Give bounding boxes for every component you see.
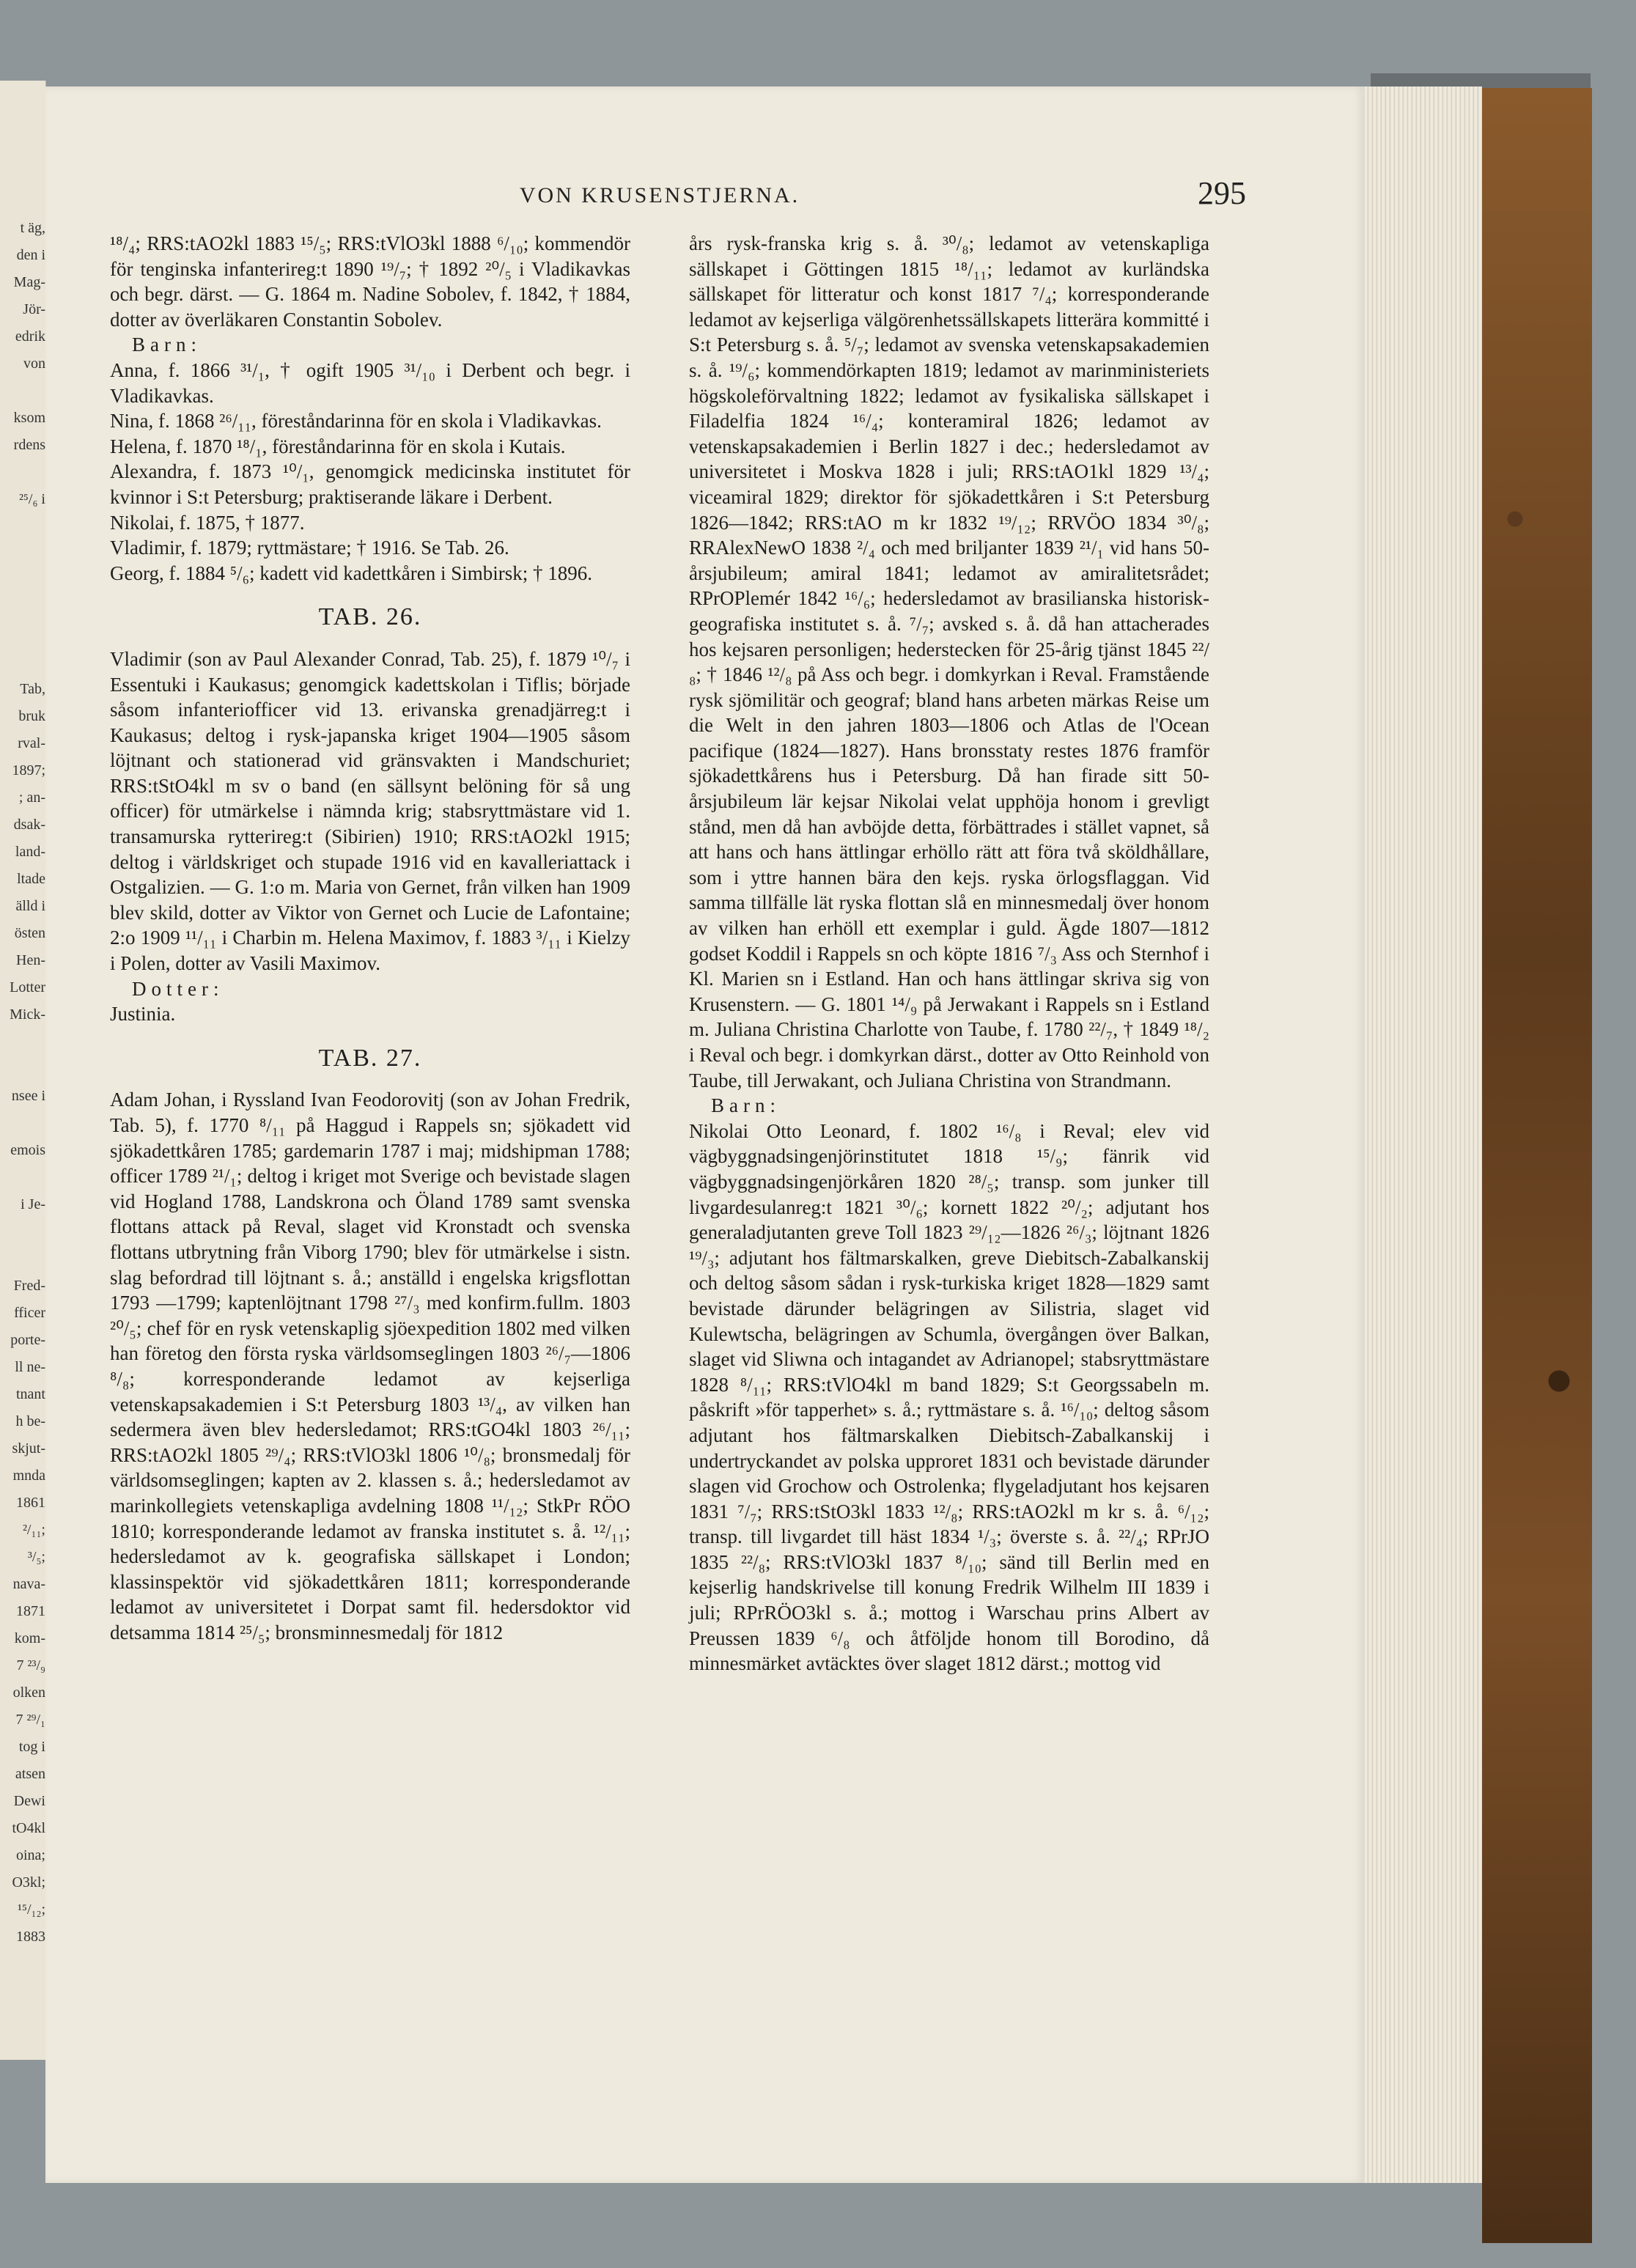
paragraph: Nikolai Otto Leonard, f. 1802 ¹⁶/₈ i Reval; elev vid vägbyggnadsingenjörinstitutet 1818 ¹⁵/₉; fänrik vid vägbyggnadsingenjörkåren 1820 ²⁸/₅; transp. som junker till livgardesulanreg:t 1821 ³⁰/₆; kornett 1822 ²⁰/₂; adjutant hos generaladjutanten greve Toll 1823 ²⁹/₁₂—1826 ²⁶/₃; löjtnant 1826 ¹⁹/₃; adjutant hos fältmarskalken, greve Diebitsch-Zabalkanskij och deltog såsom sådan i rysk-turkiska kriget 1828—1829 samt bevistade därunder belägringen av Silistria, slaget vid Kulewtscha, belägringen av Schumla, övergången över Balkan, slaget vid Sliwna och intagandet av Adrianopel; stabsryttmästare 1828 ⁸/₁₁; RRS:tVlO4kl m band 1829; S:t Georgssabeln m. påskrift »för tapperhet» s. å.; ryttmästare s. å. ¹⁶/₁₀; deltog såsom adjutant hos fältmarskalken Diebitsch-Zabalkanskij i undertryckandet av polska upproret 1831 och bevistade därunder slagen vid Grochow och Ostrolenka; flygeladjutant hos kejsaren 1831 ⁷/₇; RRS:tStO3kl 1833 ¹²/₈; RRS:tAO2kl m kr s. å. ⁶/₁₂; transp. till livgardet till häst 1834 ¹/₃; överste s. å. ²²/₄; RPrJO 1835 ²²/₈; RRS:tVlO3kl 1837 ⁸/₁₀; sänd till Berlin med en kejserlig handskrivelse till konung Fredrik Wilhelm III 1839 i juli; RPrRÖO3kl s. å.; mottog i Warschau prins Albert av Preussen 1839 ⁶/₈ och åtföljde honom till Borodino, då minnesmärket avtäcktes över slaget 1812 därst.; mottog vid bbox=[689, 1119, 1209, 1675]
margin-fragment: porte- bbox=[10, 1332, 45, 1348]
paragraph: Vladimir (son av Paul Alexander Conrad, Tab. 25), f. 1879 ¹⁰/₇ i Essentuki i Kaukasus; genomgick kadettskolan i Tiflis; började såsom infanteriofficer vid 13. erivanska grenadjärreg:t i Kaukasus; deltog i rysk-japanska kriget 1904—1905 såsom löjtnant och stationerad vid gränsvakten i Mandschuriet; RRS:tStO4kl m sv o band (en sällsynt belöning för så ung officer) för utmärkelse i nämnda krig; stabsryttmästare vid 1. transamurska rytterireg:t (Sibirien) 1910; RRS:tAO2kl 1915; deltog i världskriget och stupade 1916 vid en kavalleriattack i Ostgalizien. — G. 1:o m. Maria von Gernet, från vilken han 1909 blev skild, dotter av Viktor von Gernet och Lucie de Lafontaine; 2:o 1909 ¹¹/₁₁ i Charbin m. Helena Maximov, f. 1883 ³/₁₁ i Kielzy i Polen, dotter av Vasili Maximov. bbox=[110, 647, 630, 975]
margin-fragment: Hen- bbox=[16, 952, 45, 968]
margin-fragment: tog i bbox=[18, 1739, 45, 1755]
margin-fragment: tO4kl bbox=[12, 1820, 45, 1836]
margin-fragment: 1871 bbox=[16, 1603, 45, 1619]
paragraph: Anna, f. 1866 ³¹/₁, † ogift 1905 ³¹/₁₀ i Derbent och begr. i Vladikavkas. bbox=[110, 358, 630, 407]
margin-fragment: atsen bbox=[15, 1766, 45, 1782]
page-number: 295 bbox=[1198, 175, 1246, 211]
margin-fragment: ²/₁₁; bbox=[22, 1522, 45, 1538]
margin-fragment: ³/₅; bbox=[27, 1549, 45, 1565]
margin-fragment: 7 ²⁹/₁ bbox=[15, 1712, 45, 1728]
margin-fragment: tnant bbox=[16, 1386, 45, 1402]
margin-fragment: 7 ²³/₉ bbox=[16, 1657, 45, 1674]
margin-fragment: ll ne- bbox=[15, 1359, 45, 1375]
margin-fragment: ksom bbox=[13, 410, 45, 426]
margin-fragment: Jör- bbox=[23, 301, 45, 317]
margin-fragment: edrik bbox=[15, 328, 45, 345]
margin-fragment: oina; bbox=[16, 1847, 45, 1863]
section-label: Barn: bbox=[132, 334, 202, 356]
book-cover-marbled bbox=[1482, 88, 1592, 2243]
margin-fragment: t äg, bbox=[20, 220, 45, 236]
margin-fragment: O3kl; bbox=[12, 1874, 45, 1890]
margin-fragment: 1861 bbox=[16, 1495, 45, 1511]
margin-fragment: h be- bbox=[15, 1413, 45, 1429]
paragraph: Vladimir, f. 1879; ryttmästare; † 1916. Se Tab. 26. bbox=[110, 537, 509, 559]
paragraph: Justinia. bbox=[110, 1003, 176, 1026]
margin-fragment: Dewi bbox=[13, 1793, 45, 1809]
margin-fragment: land- bbox=[15, 844, 45, 860]
margin-fragment: ¹⁵/₁₂; bbox=[17, 1901, 45, 1918]
margin-fragment: Lotter bbox=[10, 979, 45, 995]
margin-fragment: Mag- bbox=[13, 274, 45, 290]
right-column bbox=[689, 231, 1209, 1676]
margin-fragment: nava- bbox=[12, 1576, 45, 1592]
margin-fragment: skjut- bbox=[12, 1440, 45, 1457]
margin-fragment: Mick- bbox=[10, 1006, 45, 1023]
margin-fragment: rval- bbox=[18, 735, 45, 751]
margin-fragment: kom- bbox=[14, 1630, 45, 1646]
paragraph: Nikolai, f. 1875, † 1877. bbox=[110, 511, 305, 534]
margin-fragment: mnda bbox=[12, 1468, 45, 1484]
paragraph: ¹⁸/₄; RRS:tAO2kl 1883 ¹⁵/₅; RRS:tVlO3kl 1888 ⁶/₁₀; kommendör för tenginska infanterireg:t 1890 ¹⁹/₇; † 1892 ²⁰/₅ i Vladikavkas och begr. därst. — G. 1864 m. Nadine Sobolev, f. 1842, † 1884, dotter av överläkaren Constantin Sobolev. bbox=[110, 232, 630, 331]
margin-fragment: Tab, bbox=[20, 681, 45, 697]
margin-fragment: nsee i bbox=[11, 1088, 45, 1104]
margin-fragment: olken bbox=[12, 1685, 45, 1701]
paragraph: Helena, f. 1870 ¹⁸/₁, föreståndarinna för en skola i Kutais. bbox=[110, 435, 566, 457]
paragraph: Nina, f. 1868 ²⁶/₁₁, föreståndarinna för en skola i Vladikavkas. bbox=[110, 410, 602, 432]
margin-fragment: älld i bbox=[15, 898, 45, 914]
margin-fragment: östen bbox=[14, 925, 45, 941]
margin-fragment: 1897; bbox=[12, 762, 45, 778]
paragraph: Adam Johan, i Ryssland Ivan Feodorovitj (son av Johan Fredrik, Tab. 5), f. 1770 ⁸/₁₁ på Haggud i Rappels sn; sjökadett vid sjökadettkåren 1785; gardemarin 1787 i maj; midshipman 1788; officer 1789 ²¹/₁; deltog i kriget mot Sverige och bevistade slagen vid Hogland 1788, Landskrona och Öland 1789 samt svenska flottans attack på Reval, slaget vid Kronstadt och svenska flottans utbrytning från Viborg 1790; blev för utmärkelse i sistn. slag befordrad till löjtnant s. å.; anställd i engelska krigsflottan 1793 —1799; kaptenlöjtnant 1798 ²⁷/₃ med konfirm.fullm. 1803 ²⁰/₅; chef för en rysk vetenskaplig sjöexpedition 1802 med vilken han företog den första ryska världsomseglingen 1803 ²⁶/₇—1806 ⁸/₈; korresponderande ledamot av kejserliga vetenskapsakademien i S:t Petersburg 1803 ¹³/₄, av vilken han sedermera även blev hedersledamot; RRS:tGO4kl 1803 ²⁶/₁₁; RRS:tAO2kl 1805 ²⁹/₄; RRS:tVlO3kl 1806 ¹⁰/₈; bronsmedalj för världsomseglingen; kapten av 2. klassen s. å.; hedersledamot av marinkollegiets vetenskapliga avdelning 1808 ¹¹/₁₂; StkPr RÖO 1810; korresponderande ledamot av franska institutet s. å. ¹²/₁₁; hedersledamot av k. geografiska sällskapet i London; klassinspektör vid sjökadettkåren 1811; korresponderande ledamot av universitetet i Dorpat samt fil. hedersdoktor vid detsamma 1814 ²⁵/₅; bronsminnesmedalj för 1812 bbox=[110, 1089, 630, 1643]
margin-fragment: ltade bbox=[17, 871, 45, 887]
margin-fragment: dsak- bbox=[13, 817, 45, 833]
margin-fragment: ²⁵/₆ i bbox=[18, 491, 45, 507]
margin-fragment: fficer bbox=[14, 1305, 45, 1321]
margin-fragment: von bbox=[23, 356, 45, 372]
page-edges bbox=[1365, 86, 1482, 2183]
paragraph: Georg, f. 1884 ⁵/₆; kadett vid kadettkåren i Simbirsk; † 1896. bbox=[110, 562, 592, 584]
margin-fragment: i Je- bbox=[21, 1196, 45, 1212]
table-heading: TAB. 26. bbox=[318, 603, 422, 631]
previous-page-margin bbox=[0, 81, 46, 2060]
margin-fragment: den i bbox=[16, 247, 45, 263]
running-header: VON KRUSENSTJERNA. bbox=[519, 183, 800, 207]
table-heading: TAB. 27. bbox=[318, 1044, 422, 1072]
margin-fragment: Fred- bbox=[13, 1278, 45, 1294]
margin-fragment: 1883 bbox=[16, 1929, 45, 1945]
margin-fragment: emois bbox=[10, 1142, 45, 1158]
margin-fragment: bruk bbox=[18, 708, 45, 724]
left-column bbox=[110, 231, 630, 1645]
section-label: Barn: bbox=[711, 1094, 781, 1117]
section-label: Dotter: bbox=[132, 977, 224, 1000]
paragraph: års rysk-franska krig s. å. ³⁰/₈; ledamot av vetenskapliga sällskapet i Göttingen 1815 ¹⁸/₁₁; ledamot av kurländska sällskapet för litteratur och konst 1817 ⁷/₄; korresponderande ledamot av kejserliga välgörenhetssällskapets litterära kommitté i S:t Petersburg s. å. ⁵/₇; ledamot av svenska vetenskapsakademien s. å. ¹⁹/₆; kommendörkapten 1819; ledamot av marinministeriets högskoleförvaltning 1822; ledamot av fysikaliska sällskapet i Filadelfia 1824 ¹⁶/₄; konteramiral 1826; ledamot av vetenskapsakademien i Berlin 1827 i dec.; hedersledamot av universitetet i Moskva 1828 i juli; RRS:tAO1kl 1829 ¹³/₄; viceamiral 1829; direktor för sjökadettkåren i S:t Petersburg 1826—1842; RRS:tAO m kr 1832 ¹⁹/₁₂; RRVÖO 1834 ³⁰/₈; RRAlexNewO 1838 ²/₄ och med briljanter 1839 ²¹/₁ vid hans 50-årsjubileum; amiral 1841; ledamot av amiralitetsrådet; RPrOPlemér 1842 ¹⁶/₆; hedersledamot av brasilianska historisk-geografiska institutet s. å. ⁷/₇; avsked s. å. då han attacherades hos kejsaren personligen; hederstecken för 25-årig tjänst 1845 ²²/₈; † 1846 ¹²/₈ på Ass och begr. i domkyrkan i Reval. Framstående rysk sjömilitär och geograf; bland hans arbeten märkas Reise um die Welt in den jahren 1803—1806 och Atlas de l'Ocean pacifique (1824—1827). Hans bronsstaty restes 1876 framför sjökadettkårens hus i Petersburg. Då han firade sitt 50-årsjubileum lär kejsar Nikolai velat upphöja honom i grevligt stånd, men då han avböjde detta, förbättrades i stället vapnet, så att hans och hans ättlingar erhöllo rätt att föra två sköldhållare, som i yttre hannen bära den kejs. ryska örlogsflaggan. Vid samma tillfälle lät ryska flottan slå en minnesmedalj över honom av vilken han erhöll ett exemplar i guld. Ägde 1807—1812 godset Koddil i Rappels sn och köpte 1816 ⁷/₃ Ass och Sternhof i Kl. Marien sn i Estland. Han och hans ättlingar skriva sig von Krusenstern. — G. 1801 ¹⁴/₉ på Jerwakant i Rappels sn i Estland m. Juliana Christina Charlotte von Taube, f. 1780 ²²/₇, † 1849 ¹⁸/₂ i Reval och begr. i domkyrkan därst., dotter av Otto Reinhold von Taube, till Jerwakant, och Juliana Christina von Strandmann. bbox=[689, 232, 1209, 1091]
paragraph: Alexandra, f. 1873 ¹⁰/₁, genomgick medicinska institutet för kvinnor i S:t Petersburg; praktiserande läkare i Derbent. bbox=[110, 460, 630, 508]
margin-fragment: rdens bbox=[13, 437, 45, 453]
margin-fragment: ; an- bbox=[18, 789, 45, 806]
